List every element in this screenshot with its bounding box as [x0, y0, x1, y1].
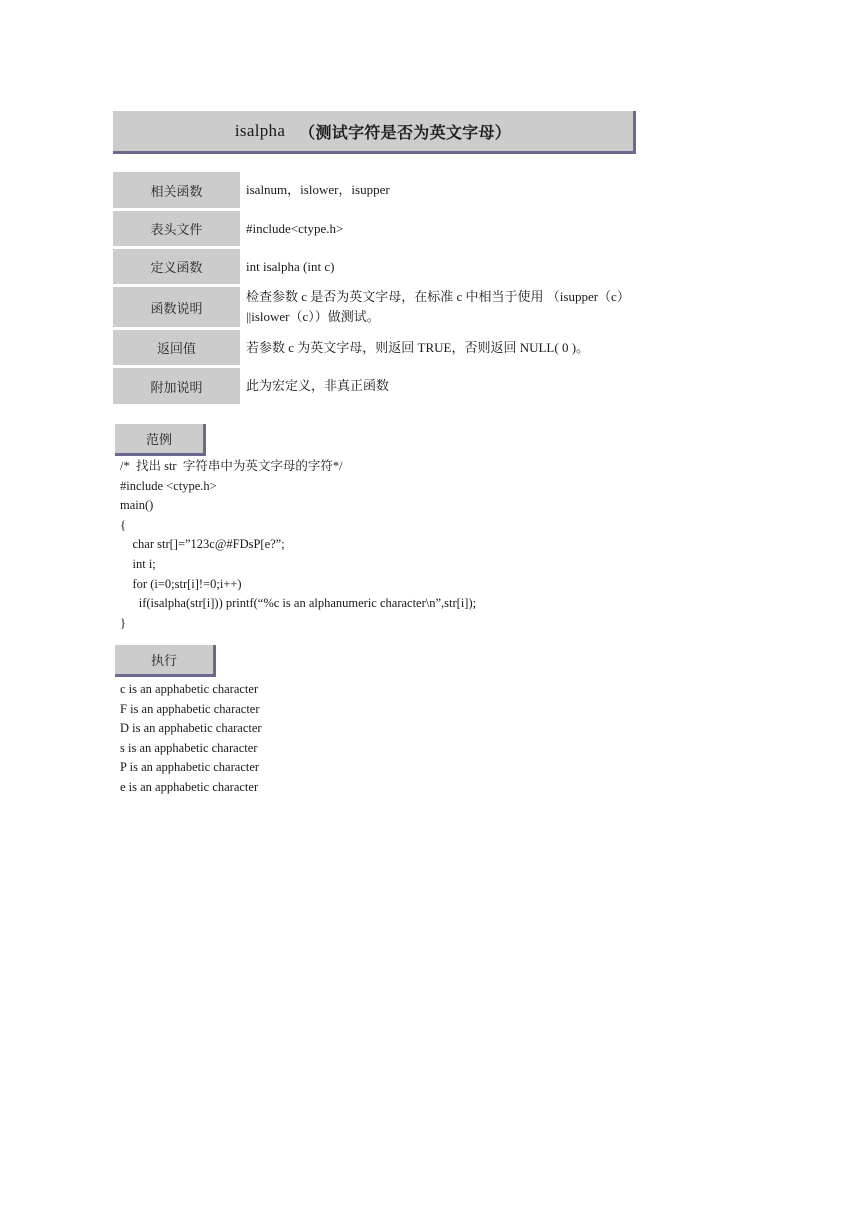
row-value-line: 检查参数 c 是否为英文字母，在标准 c 中相当于使用 （isupper（c）: [246, 289, 630, 304]
code-line: if(isalpha(str[i])) printf(“%c is an alphanumeric character\n”,str[i]);: [120, 596, 477, 611]
row-label: 表头文件: [113, 211, 240, 246]
row-notes: [113, 368, 638, 404]
row-value: #include<ctype.h>: [246, 220, 344, 236]
info-table: [113, 172, 638, 407]
row-value: 若参数 c 为英文字母，则返回 TRUE，否则返回 NULL( 0 )。: [246, 339, 590, 355]
code-line: main(): [120, 498, 154, 513]
row-label: 函数说明: [113, 287, 240, 327]
code-line: s is an apphabetic character: [120, 740, 258, 755]
row-value: [240, 287, 638, 327]
execution-tag: 执行: [115, 645, 216, 677]
example-tag: 范例: [115, 424, 206, 456]
row-description: [113, 287, 638, 327]
code-line: D is an apphabetic character: [120, 721, 262, 736]
code-line: e is an apphabetic character: [120, 779, 259, 794]
code-line: int i;: [120, 556, 156, 571]
row-header-file: [113, 211, 638, 246]
row-definition: [113, 249, 638, 284]
function-description: （测试字符是否为英文字母）: [299, 122, 512, 142]
row-return-value: [113, 330, 638, 365]
execution-output-block: [120, 680, 262, 798]
row-value-line: ||islower（c））做测试。: [246, 309, 380, 324]
row-label: 定义函数: [113, 249, 240, 284]
function-name: isalpha: [234, 121, 286, 140]
code-line: #include <ctype.h>: [120, 478, 217, 493]
example-code-block: [120, 457, 476, 633]
row-value: 此为宏定义，非真正函数: [246, 378, 390, 393]
row-related-functions: [113, 172, 638, 208]
code-line: char str[]=”123c@#FDsP[e?”;: [120, 537, 285, 552]
code-line: /* 找出 str 字符串中为英文字母的字符*/: [120, 459, 343, 473]
row-label: 附加说明: [113, 368, 240, 404]
row-value: isalnum，islower，isupper: [246, 182, 390, 197]
code-line: c is an apphabetic character: [120, 682, 259, 696]
code-line: {: [120, 517, 126, 532]
row-value: int isalpha (int c): [246, 258, 335, 274]
code-line: for (i=0;str[i]!=0;i++): [120, 576, 242, 591]
row-label: 相关函数: [113, 172, 240, 208]
page-title: [113, 111, 636, 154]
code-line: }: [120, 615, 126, 630]
row-label: 返回值: [113, 330, 240, 365]
code-line: P is an apphabetic character: [120, 760, 260, 775]
code-line: F is an apphabetic character: [120, 701, 260, 716]
